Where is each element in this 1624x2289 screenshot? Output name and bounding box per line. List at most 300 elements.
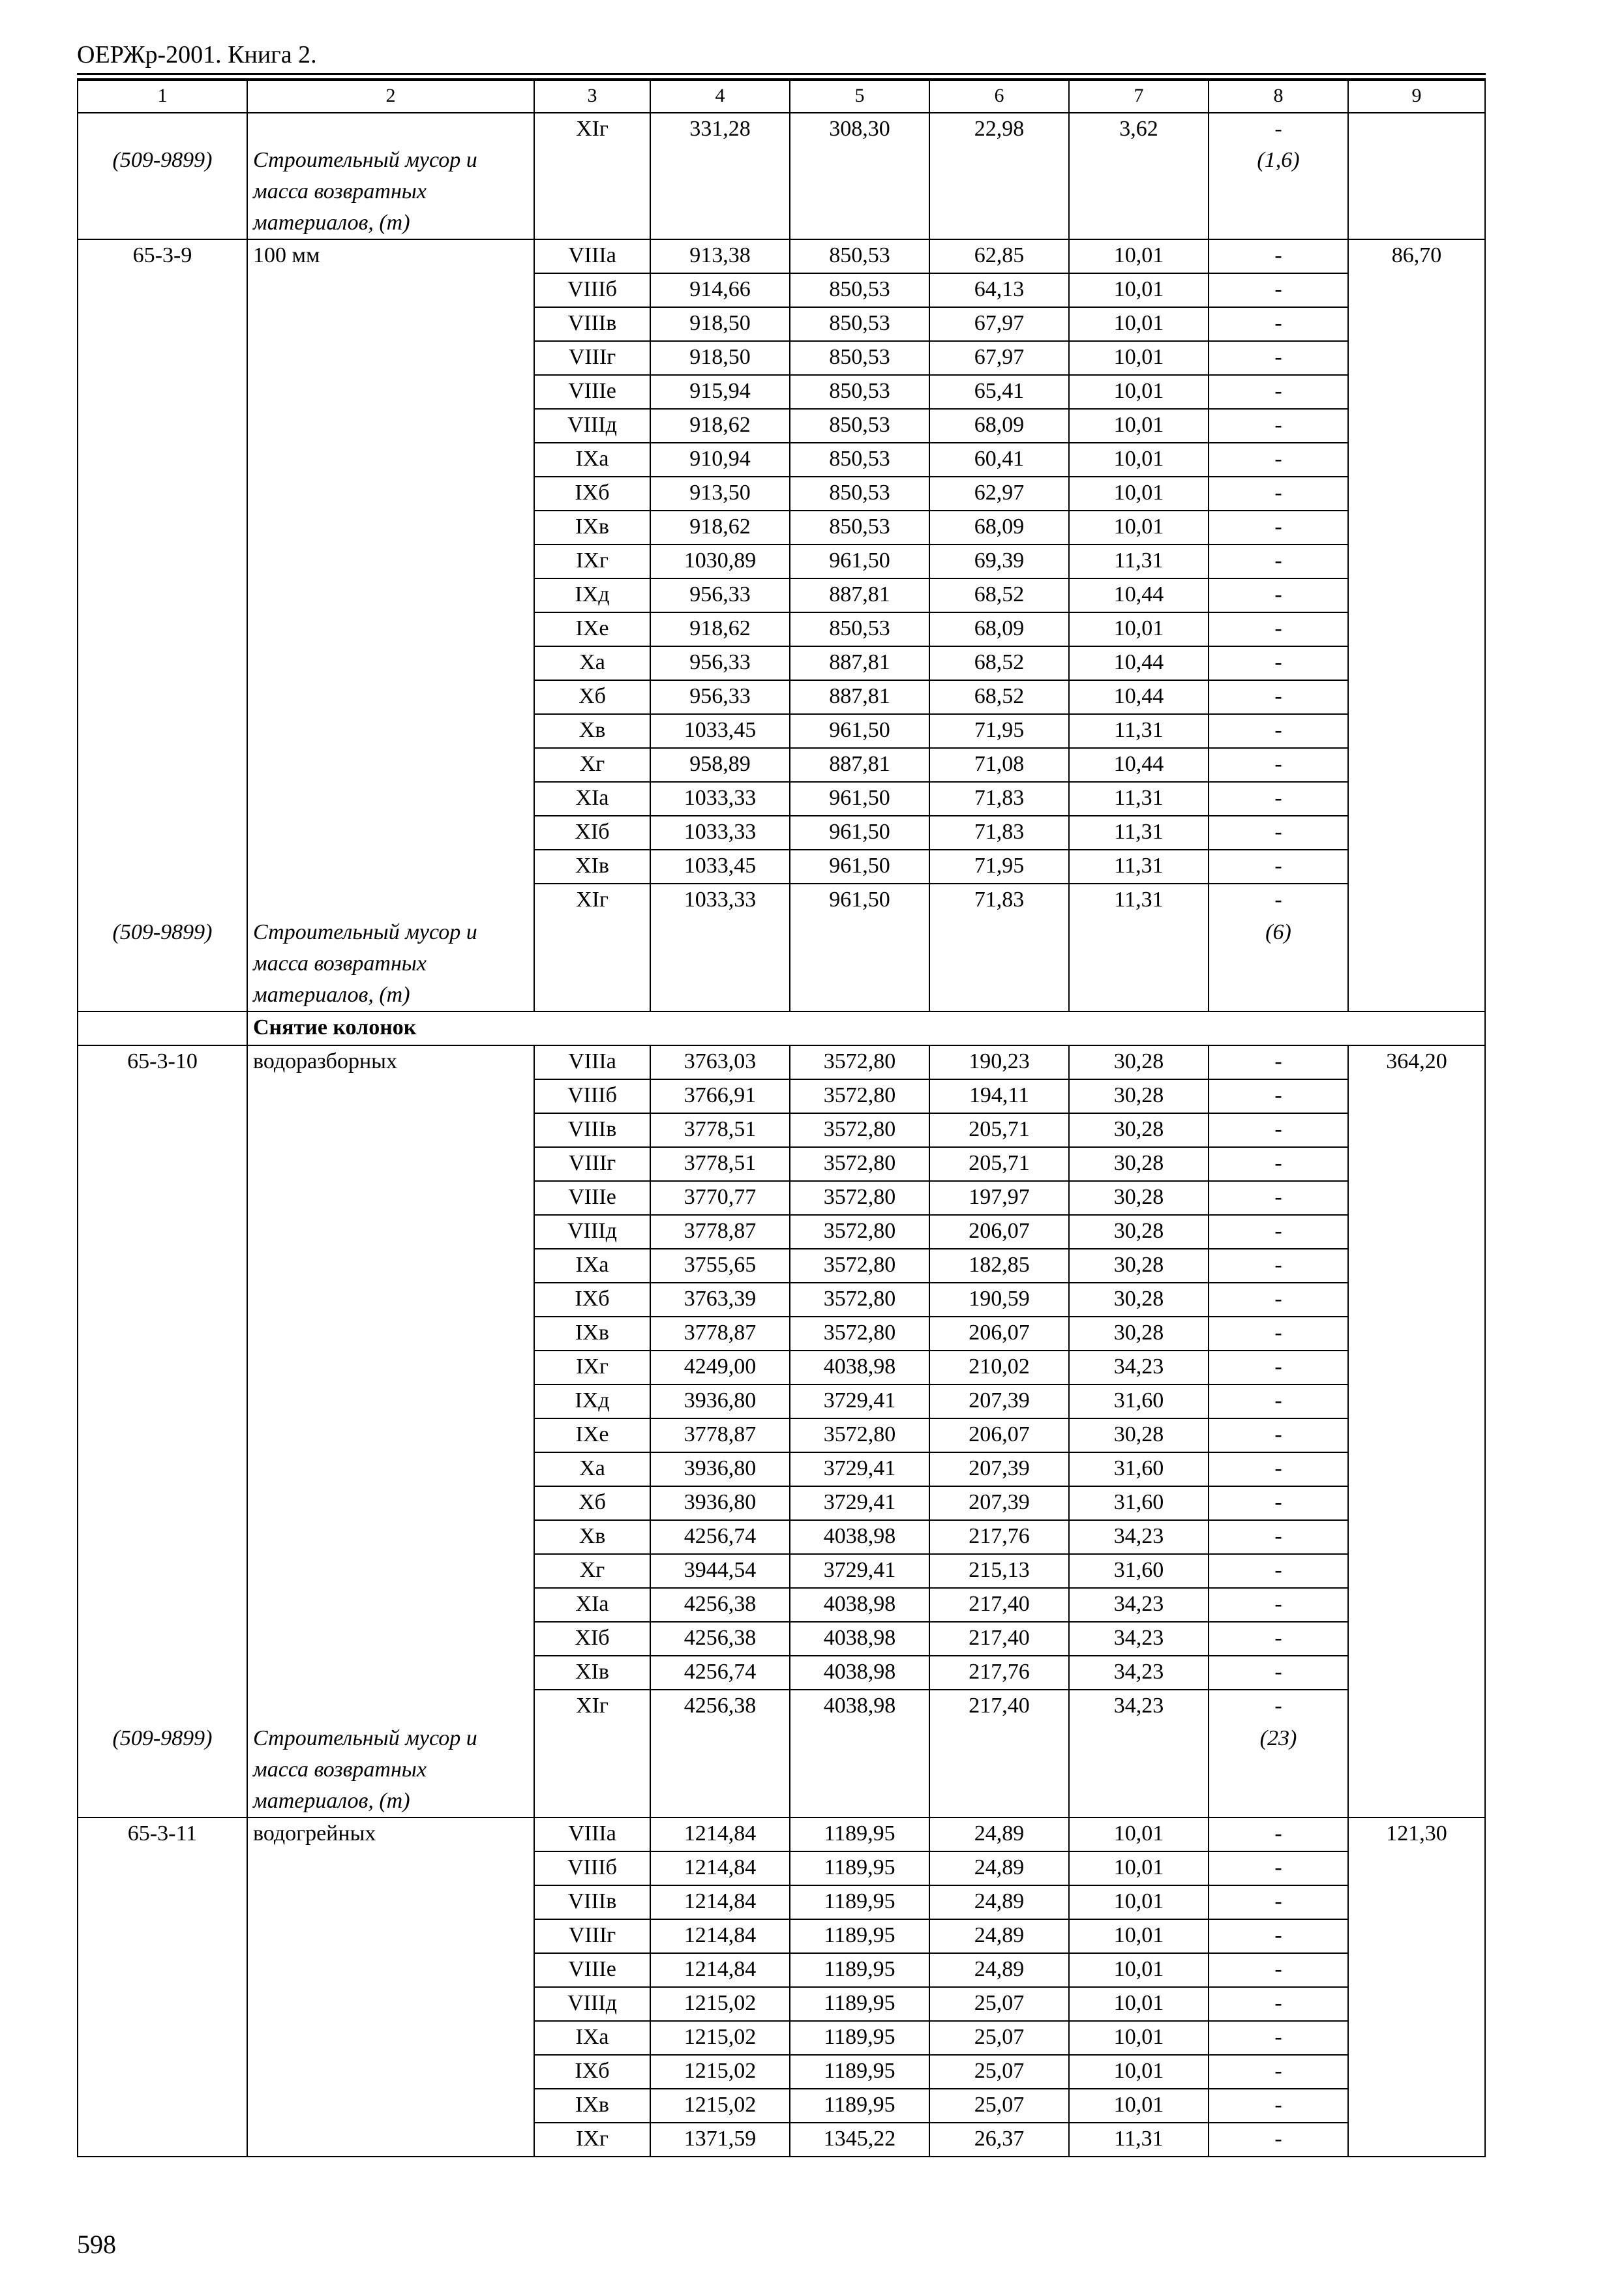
value-cell [929, 113, 1069, 239]
zone-cell: Xа [534, 1452, 650, 1486]
value-cell: 25,07 [929, 2021, 1069, 2055]
value-cell: 207,39 [929, 1486, 1069, 1520]
value: 71,83 [974, 888, 1025, 912]
rate-code: 65-3-11 [127, 1821, 198, 1846]
value-cell: 30,28 [1069, 1317, 1209, 1351]
value-cell: 3755,65 [650, 1249, 790, 1283]
column-number: 2 [247, 80, 534, 113]
code-cell [78, 917, 247, 1011]
value-cell [790, 113, 929, 239]
value-cell: 34,23 [1069, 1622, 1209, 1656]
section-spacer [78, 1011, 247, 1045]
value-cell: 1189,95 [790, 2055, 929, 2089]
value-cell: - [1209, 1554, 1348, 1588]
value-cell: 30,28 [1069, 1181, 1209, 1215]
value-cell: - [1209, 375, 1348, 409]
value-cell: 26,37 [929, 2123, 1069, 2157]
value: 961,50 [829, 888, 890, 912]
value-cell: 10,01 [1069, 2021, 1209, 2055]
zone-cell: XIб [534, 1622, 650, 1656]
table-row [78, 239, 1485, 273]
waste-code: (509-9899) [112, 148, 213, 172]
table-row [78, 113, 1485, 239]
value-cell: 24,89 [929, 1885, 1069, 1919]
code-cell [78, 1818, 247, 2157]
value-cell: 10,44 [1069, 646, 1209, 680]
spacer [78, 980, 247, 1011]
value-cell: - [1209, 1418, 1348, 1452]
value-cell: 3572,80 [790, 1215, 929, 1249]
value-cell: 10,01 [1069, 1987, 1209, 2021]
value-cell: 3763,39 [650, 1283, 790, 1317]
value-cell: - [1209, 612, 1348, 646]
value-cell: 4249,00 [650, 1351, 790, 1384]
value-cell: 194,11 [929, 1079, 1069, 1113]
value-cell: 30,28 [1069, 1249, 1209, 1283]
value-cell: 961,50 [790, 545, 929, 578]
value-cell: - [1209, 1351, 1348, 1384]
name-cell [247, 1045, 534, 1723]
value-cell: 206,07 [929, 1317, 1069, 1351]
value: 4038,98 [823, 1694, 896, 1718]
equipment-cell [1209, 113, 1348, 239]
rates-table [77, 80, 1486, 2157]
value-cell [650, 917, 790, 1011]
value-cell: 887,81 [790, 646, 929, 680]
zone-cell: VIIIе [534, 375, 650, 409]
zone-cell: IXб [534, 477, 650, 511]
document-title: ОЕРЖр-2001. Книга 2. [77, 41, 317, 68]
value-cell: 3572,80 [790, 1113, 929, 1147]
column-number: 1 [78, 80, 247, 113]
value-cell [929, 884, 1069, 917]
value-cell: 3778,51 [650, 1113, 790, 1147]
zone-cell: VIIIа [534, 239, 650, 273]
value-cell: 62,85 [929, 239, 1069, 273]
value-cell [929, 917, 1069, 1011]
zone-cell: VIIIе [534, 1181, 650, 1215]
value-cell: 1033,33 [650, 816, 790, 850]
value-cell: 1189,95 [790, 1919, 929, 1953]
value-cell: 190,59 [929, 1283, 1069, 1317]
total-cell: 364,20 [1348, 1045, 1485, 1818]
total-cell [1348, 113, 1485, 239]
waste-value: (1,6) [1257, 148, 1300, 172]
value-cell: 4256,38 [650, 1622, 790, 1656]
equipment-cell [1209, 917, 1348, 1011]
value-cell: 205,71 [929, 1147, 1069, 1181]
name-cell [247, 239, 534, 917]
value-cell: - [1209, 714, 1348, 748]
value-cell: 30,28 [1069, 1147, 1209, 1181]
value-cell: 30,28 [1069, 1215, 1209, 1249]
value-cell: 69,39 [929, 545, 1069, 578]
rate-code: 65-3-10 [127, 1049, 198, 1073]
value-cell: - [1209, 1452, 1348, 1486]
zone-cell: IXг [534, 545, 650, 578]
value-cell: 10,01 [1069, 477, 1209, 511]
value-cell: - [1209, 239, 1348, 273]
value-cell: 1214,84 [650, 1919, 790, 1953]
value-cell: 34,23 [1069, 1656, 1209, 1690]
value: XIг [576, 117, 609, 141]
value-cell: 3572,80 [790, 1045, 929, 1079]
value-cell: 850,53 [790, 409, 929, 443]
value-cell: - [1209, 511, 1348, 545]
value-cell: 1189,95 [790, 1885, 929, 1919]
spacer [78, 113, 247, 145]
value-cell: 3572,80 [790, 1147, 929, 1181]
value: - [1274, 117, 1282, 141]
value: 4256,38 [684, 1694, 757, 1718]
value-cell: 956,33 [650, 578, 790, 612]
zone-cell: VIIIд [534, 1987, 650, 2021]
value-cell [1069, 917, 1209, 1011]
value-cell: 71,95 [929, 850, 1069, 884]
value-cell: 10,01 [1069, 1851, 1209, 1885]
value: 1033,33 [684, 888, 757, 912]
value-cell: 217,76 [929, 1656, 1069, 1690]
value-cell: 31,60 [1069, 1452, 1209, 1486]
value-cell: 1214,84 [650, 1851, 790, 1885]
value-cell: 10,01 [1069, 239, 1209, 273]
name-cell [247, 1818, 534, 2157]
value-cell: 1371,59 [650, 2123, 790, 2157]
zone-cell: Xг [534, 748, 650, 782]
value-cell: - [1209, 646, 1348, 680]
value-cell: 3729,41 [790, 1554, 929, 1588]
value-cell: 887,81 [790, 578, 929, 612]
zone-cell: VIIIв [534, 1885, 650, 1919]
zone-cell: VIIIа [534, 1818, 650, 1851]
value-cell: - [1209, 2089, 1348, 2123]
zone-cell: VIIIа [534, 1045, 650, 1079]
value-cell: 10,01 [1069, 341, 1209, 375]
value-cell: 956,33 [650, 680, 790, 714]
value-cell: - [1209, 782, 1348, 816]
section-title: Снятие колонок [247, 1011, 1485, 1045]
value: 331,28 [689, 117, 751, 141]
zone-cell: VIIIе [534, 1953, 650, 1987]
value-cell: - [1209, 1113, 1348, 1147]
zone-cell: IXг [534, 1351, 650, 1384]
waste-value: (23) [1259, 1726, 1297, 1750]
value-cell: - [1209, 1987, 1348, 2021]
value-cell: - [1209, 1181, 1348, 1215]
value-cell: 31,60 [1069, 1486, 1209, 1520]
spacer [78, 1786, 247, 1817]
value-cell: 4256,74 [650, 1520, 790, 1554]
value-cell: - [1209, 1818, 1348, 1851]
value-cell: 10,01 [1069, 1953, 1209, 1987]
value-cell: - [1209, 1079, 1348, 1113]
value-cell: - [1209, 409, 1348, 443]
value-cell: - [1209, 748, 1348, 782]
value-cell [650, 1723, 790, 1818]
zone-cell: IXв [534, 2089, 650, 2123]
waste-label-line: масса возвратных [253, 1758, 427, 1782]
value-cell: 918,62 [650, 409, 790, 443]
value-cell: 64,13 [929, 273, 1069, 307]
value-cell: 1215,02 [650, 2089, 790, 2123]
value-cell: 68,52 [929, 578, 1069, 612]
column-number: 5 [790, 80, 929, 113]
value-cell: 850,53 [790, 239, 929, 273]
zone-cell: IXв [534, 511, 650, 545]
value-cell: 3778,87 [650, 1418, 790, 1452]
code-cell [78, 239, 247, 917]
column-number-row [78, 80, 1485, 113]
value-cell: - [1209, 477, 1348, 511]
value-cell: - [1209, 307, 1348, 341]
value-cell: 68,09 [929, 612, 1069, 646]
value-cell [1069, 1723, 1209, 1818]
value-cell [790, 1723, 929, 1818]
value-cell: 850,53 [790, 477, 929, 511]
value-cell: 34,23 [1069, 1588, 1209, 1622]
value-cell: - [1209, 1045, 1348, 1079]
value-cell: 961,50 [790, 782, 929, 816]
waste-label-line: материалов, (т) [253, 1789, 410, 1813]
value-cell [534, 1723, 650, 1818]
waste-label-line: Строительный мусор и [253, 1726, 477, 1750]
work-name: 100 мм [253, 243, 320, 267]
value-cell [1069, 113, 1209, 239]
value-cell: 4038,98 [790, 1622, 929, 1656]
value-cell: 34,23 [1069, 1520, 1209, 1554]
value-cell: 62,97 [929, 477, 1069, 511]
value-cell: 850,53 [790, 375, 929, 409]
table-row [78, 1818, 1485, 1851]
value-cell: 4038,98 [790, 1520, 929, 1554]
value-cell: 4256,74 [650, 1656, 790, 1690]
name-cell [247, 917, 534, 1011]
value-cell: 3572,80 [790, 1181, 929, 1215]
zone-cell: XIа [534, 782, 650, 816]
column-number: 9 [1348, 80, 1485, 113]
value-cell: 3766,91 [650, 1079, 790, 1113]
zone-cell: VIIIд [534, 409, 650, 443]
waste-label-line: Строительный мусор и [253, 920, 477, 944]
value-cell: 68,09 [929, 409, 1069, 443]
value-cell: 3572,80 [790, 1317, 929, 1351]
value-cell: 68,52 [929, 680, 1069, 714]
column-number: 6 [929, 80, 1069, 113]
value: - [1274, 888, 1282, 912]
value-cell: 10,01 [1069, 443, 1209, 477]
value-cell: 961,50 [790, 816, 929, 850]
value-cell: 3572,80 [790, 1418, 929, 1452]
value-cell: - [1209, 680, 1348, 714]
value: XIг [576, 888, 609, 912]
value-cell: 1214,84 [650, 1885, 790, 1919]
zone-cell: Xг [534, 1554, 650, 1588]
value-cell: 3763,03 [650, 1045, 790, 1079]
value-cell [1069, 1690, 1209, 1723]
value-cell: 3729,41 [790, 1384, 929, 1418]
value-cell: 1214,84 [650, 1953, 790, 1987]
name-cell [247, 1723, 534, 1818]
value-cell: 10,01 [1069, 307, 1209, 341]
value-cell: - [1209, 850, 1348, 884]
value-cell: - [1209, 1851, 1348, 1885]
value-cell [534, 917, 650, 1011]
value-cell: 3936,80 [650, 1384, 790, 1418]
value-cell [790, 884, 929, 917]
value-cell: 1345,22 [790, 2123, 929, 2157]
value-cell: 1030,89 [650, 545, 790, 578]
waste-row [78, 917, 1485, 1011]
zone-cell: IXд [534, 578, 650, 612]
value-cell: 11,31 [1069, 545, 1209, 578]
total-cell: 121,30 [1348, 1818, 1485, 2157]
value-cell: 961,50 [790, 714, 929, 748]
value-cell: 913,50 [650, 477, 790, 511]
value-cell: 30,28 [1069, 1113, 1209, 1147]
value-cell: 67,97 [929, 341, 1069, 375]
value-cell: 10,01 [1069, 1919, 1209, 1953]
value-cell: 10,01 [1069, 511, 1209, 545]
value-cell: - [1209, 2123, 1348, 2157]
value: - [1274, 1694, 1282, 1718]
value-cell: 71,83 [929, 782, 1069, 816]
column-number: 8 [1209, 80, 1348, 113]
value-cell: - [1209, 1147, 1348, 1181]
value-cell: 30,28 [1069, 1079, 1209, 1113]
value-cell: 850,53 [790, 307, 929, 341]
value-cell: 850,53 [790, 341, 929, 375]
waste-code: (509-9899) [112, 1726, 213, 1750]
value-cell: - [1209, 1588, 1348, 1622]
value-cell: 68,09 [929, 511, 1069, 545]
value-cell: 1189,95 [790, 1818, 929, 1851]
value-cell: 850,53 [790, 612, 929, 646]
value-cell: 24,89 [929, 1919, 1069, 1953]
value-cell: 961,50 [790, 850, 929, 884]
value-cell: 10,44 [1069, 748, 1209, 782]
value-cell: 71,08 [929, 748, 1069, 782]
value-cell: 887,81 [790, 680, 929, 714]
value-cell: 4038,98 [790, 1656, 929, 1690]
value-cell [1069, 884, 1209, 917]
zone-cell: IXа [534, 443, 650, 477]
spacer [78, 948, 247, 980]
value-cell: 25,07 [929, 1987, 1069, 2021]
zone-cell: IXг [534, 2123, 650, 2157]
equipment-cell [1209, 1723, 1348, 1818]
value-cell: 956,33 [650, 646, 790, 680]
value-cell: 71,83 [929, 816, 1069, 850]
value-cell [1209, 884, 1348, 917]
value-cell: 3572,80 [790, 1249, 929, 1283]
value-cell: 915,94 [650, 375, 790, 409]
value-cell: 3778,87 [650, 1317, 790, 1351]
value-cell: 3778,87 [650, 1215, 790, 1249]
zone-cell: Xа [534, 646, 650, 680]
value-cell: 1033,33 [650, 782, 790, 816]
zone-cell: XIа [534, 1588, 650, 1622]
value-cell: 10,44 [1069, 680, 1209, 714]
value-cell: - [1209, 816, 1348, 850]
value-cell [650, 1690, 790, 1723]
zone-cell: Xв [534, 714, 650, 748]
value-cell: 3729,41 [790, 1452, 929, 1486]
value-cell: 11,31 [1069, 2123, 1209, 2157]
value-cell [929, 1690, 1069, 1723]
value-cell: - [1209, 2055, 1348, 2089]
zone-cell: VIIIб [534, 273, 650, 307]
value-cell: 1215,02 [650, 2021, 790, 2055]
value-cell: 207,39 [929, 1384, 1069, 1418]
value-cell: 207,39 [929, 1452, 1069, 1486]
value-cell [929, 1723, 1069, 1818]
waste-label-line: Строительный мусор и [253, 148, 477, 172]
value-cell: 30,28 [1069, 1283, 1209, 1317]
value-cell: 10,01 [1069, 1885, 1209, 1919]
value-cell: 11,31 [1069, 782, 1209, 816]
code-cell [78, 113, 247, 239]
code-cell [78, 1723, 247, 1818]
value-cell: 205,71 [929, 1113, 1069, 1147]
value-cell: 1033,45 [650, 714, 790, 748]
work-name: водогрейных [253, 1821, 376, 1846]
value-cell: 215,13 [929, 1554, 1069, 1588]
zone-cell: IXб [534, 1283, 650, 1317]
value-cell: - [1209, 341, 1348, 375]
value-cell [534, 113, 650, 239]
waste-label-line: материалов, (т) [253, 211, 410, 235]
value-cell: - [1209, 1249, 1348, 1283]
value-cell: 3944,54 [650, 1554, 790, 1588]
value-cell: 30,28 [1069, 1045, 1209, 1079]
value-cell: 210,02 [929, 1351, 1069, 1384]
zone-cell [534, 884, 650, 917]
zone-cell: Xв [534, 1520, 650, 1554]
zone-cell: VIIIг [534, 1919, 650, 1953]
value-cell: 206,07 [929, 1418, 1069, 1452]
value-cell: - [1209, 1885, 1348, 1919]
value-cell: - [1209, 578, 1348, 612]
value-cell: 850,53 [790, 511, 929, 545]
value-cell: 30,28 [1069, 1418, 1209, 1452]
value-cell: - [1209, 1283, 1348, 1317]
zone-cell: VIIIб [534, 1851, 650, 1885]
value-cell: 182,85 [929, 1249, 1069, 1283]
value-cell: - [1209, 273, 1348, 307]
value-cell: 197,97 [929, 1181, 1069, 1215]
value-cell: 914,66 [650, 273, 790, 307]
zone-cell: IXд [534, 1384, 650, 1418]
value-cell: - [1209, 1486, 1348, 1520]
value-cell: 10,01 [1069, 375, 1209, 409]
value-cell: 1189,95 [790, 2021, 929, 2055]
zone-cell: Xб [534, 1486, 650, 1520]
value-cell: 918,62 [650, 612, 790, 646]
value-cell: 71,95 [929, 714, 1069, 748]
value: 34,23 [1113, 1694, 1164, 1718]
zone-cell: XIв [534, 850, 650, 884]
zone-cell: IXв [534, 1317, 650, 1351]
value: 217,40 [969, 1694, 1030, 1718]
column-number: 4 [650, 80, 790, 113]
value: 3,62 [1119, 117, 1158, 141]
name-cell [247, 113, 534, 239]
value-cell: 34,23 [1069, 1351, 1209, 1384]
value-cell: 31,60 [1069, 1384, 1209, 1418]
spacer [78, 1754, 247, 1786]
value-cell: 10,01 [1069, 273, 1209, 307]
value-cell: 10,01 [1069, 2089, 1209, 2123]
